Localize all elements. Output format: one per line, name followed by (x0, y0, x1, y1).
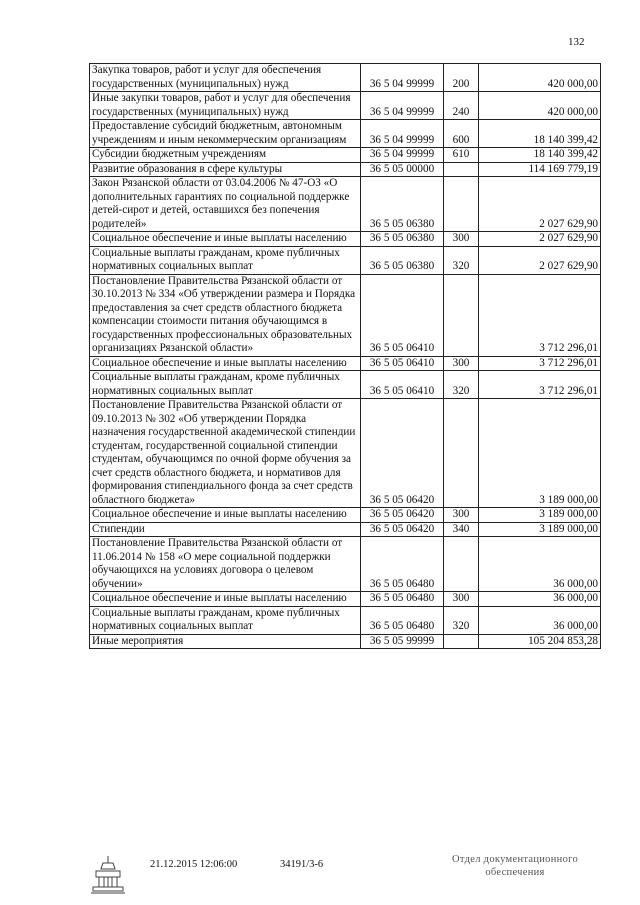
page-number: 132 (568, 36, 585, 48)
row-name: Социальное обеспечение и иные выплаты населению (90, 508, 361, 523)
row-type (444, 274, 479, 356)
row-code: 36 5 05 06380 (361, 177, 444, 232)
row-sum: 2 027 629,90 (479, 246, 601, 274)
row-type: 300 (444, 356, 479, 371)
row-name: Субсидии бюджетным учреждениям (90, 148, 361, 163)
row-type (444, 634, 479, 649)
row-type: 320 (444, 246, 479, 274)
row-name: Социальное обеспечение и иные выплаты населению (90, 592, 361, 607)
building-seal-icon (90, 853, 126, 897)
table-row (90, 274, 601, 356)
row-code: 36 5 04 99999 (361, 120, 444, 148)
row-code: 36 5 05 99999 (361, 634, 444, 649)
table-row (90, 232, 601, 247)
row-type: 240 (444, 92, 479, 120)
row-type: 340 (444, 522, 479, 537)
row-sum: 114 169 779,19 (479, 162, 601, 177)
row-name: Социальное обеспечение и иные выплаты населению (90, 356, 361, 371)
table-row (90, 399, 601, 508)
row-name: Постановление Правительства Рязанской области от 11.06.2014 № 158 «О мере социальной поддержки обучающихся на условиях договора о целевом обучении» (90, 537, 361, 592)
row-code: 36 5 05 06480 (361, 592, 444, 607)
row-type: 300 (444, 232, 479, 247)
row-code: 36 5 04 99999 (361, 64, 444, 92)
row-name: Иные мероприятия (90, 634, 361, 649)
row-sum: 36 000,00 (479, 606, 601, 634)
row-name: Стипендии (90, 522, 361, 537)
table-row (90, 177, 601, 232)
row-name: Предоставление субсидий бюджетным, автономным учреждениям и иным некоммерческим организациям (90, 120, 361, 148)
row-type: 300 (444, 508, 479, 523)
row-code: 36 5 05 06420 (361, 508, 444, 523)
table-row (90, 246, 601, 274)
row-sum: 18 140 399,42 (479, 148, 601, 163)
table-row (90, 162, 601, 177)
row-name: Иные закупки товаров, работ и услуг для обеспечения государственных (муниципальных) нужд (90, 92, 361, 120)
table-row (90, 606, 601, 634)
row-code: 36 5 05 06420 (361, 399, 444, 508)
row-type (444, 162, 479, 177)
table-row (90, 356, 601, 371)
row-sum: 420 000,00 (479, 64, 601, 92)
table-row (90, 537, 601, 592)
table-row (90, 634, 601, 649)
table-row (90, 592, 601, 607)
footer-doc-number: 34191/3-6 (280, 859, 324, 870)
row-sum: 3 712 296,01 (479, 371, 601, 399)
row-name: Закупка товаров, работ и услуг для обеспечения государственных (муниципальных) нужд (90, 64, 361, 92)
row-name: Развитие образования в сфере культуры (90, 162, 361, 177)
row-code: 36 5 04 99999 (361, 148, 444, 163)
row-sum: 3 189 000,00 (479, 522, 601, 537)
table-row (90, 522, 601, 537)
row-name: Постановление Правительства Рязанской области от 09.10.2013 № 302 «Об утверждении Порядка назначения государственной академической стипендии студентам, государственной социальной стипендии студентам, обучающимся по очной форме обучения за счет средств областного бюджета, и нормативов для формирования стипендиального фонда за счет средств областного бюджета» (90, 399, 361, 508)
row-code: 36 5 04 99999 (361, 92, 444, 120)
row-code: 36 5 05 06480 (361, 606, 444, 634)
table-row (90, 371, 601, 399)
row-sum: 3 712 296,01 (479, 356, 601, 371)
footer-date: 21.12.2015 12:06:00 (150, 859, 238, 870)
row-sum: 2 027 629,90 (479, 177, 601, 232)
table-row (90, 508, 601, 523)
row-name: Социальные выплаты гражданам, кроме публичных нормативных социальных выплат (90, 606, 361, 634)
row-name: Постановление Правительства Рязанской области от 30.10.2013 № 334 «Об утверждении размера и Порядка предоставления за счет средств областного бюджета компенсации стоимости питания обучающимся в государственных профессиональных образовательных организациях Рязанской области» (90, 274, 361, 356)
budget-table (89, 63, 601, 649)
row-type: 200 (444, 64, 479, 92)
table-row (90, 64, 601, 92)
row-name: Социальные выплаты гражданам, кроме публичных нормативных социальных выплат (90, 246, 361, 274)
row-code: 36 5 05 06380 (361, 232, 444, 247)
row-code: 36 5 05 06480 (361, 537, 444, 592)
table-row (90, 148, 601, 163)
stamp-line: Отдел документационного (451, 854, 579, 865)
row-code: 36 5 05 06410 (361, 356, 444, 371)
row-type (444, 177, 479, 232)
row-type (444, 399, 479, 508)
row-code: 36 5 05 06410 (361, 274, 444, 356)
row-code: 36 5 05 06410 (361, 371, 444, 399)
row-sum: 18 140 399,42 (479, 120, 601, 148)
row-sum: 105 204 853,28 (479, 634, 601, 649)
row-name: Социальное обеспечение и иные выплаты населению (90, 232, 361, 247)
row-type: 600 (444, 120, 479, 148)
department-stamp (440, 853, 590, 879)
row-code: 36 5 05 06420 (361, 522, 444, 537)
row-sum: 36 000,00 (479, 537, 601, 592)
row-sum: 3 189 000,00 (479, 508, 601, 523)
row-code: 36 5 05 06380 (361, 246, 444, 274)
row-type: 610 (444, 148, 479, 163)
row-name: Закон Рязанской области от 03.04.2006 № 47-ОЗ «О дополнительных гарантиях по социальной поддержке детей-сирот и детей, оставшихся без попечения родителей» (90, 177, 361, 232)
row-type: 300 (444, 592, 479, 607)
table-row (90, 120, 601, 148)
row-sum: 3 712 296,01 (479, 274, 601, 356)
row-name: Социальные выплаты гражданам, кроме публичных нормативных социальных выплат (90, 371, 361, 399)
row-sum: 420 000,00 (479, 92, 601, 120)
row-sum: 36 000,00 (479, 592, 601, 607)
row-type (444, 537, 479, 592)
row-type: 320 (444, 606, 479, 634)
table-row (90, 92, 601, 120)
page-footer (0, 853, 640, 903)
row-sum: 3 189 000,00 (479, 399, 601, 508)
row-code: 36 5 05 00000 (361, 162, 444, 177)
row-type: 320 (444, 371, 479, 399)
row-sum: 2 027 629,90 (479, 232, 601, 247)
stamp-line: обеспечения (485, 867, 545, 878)
